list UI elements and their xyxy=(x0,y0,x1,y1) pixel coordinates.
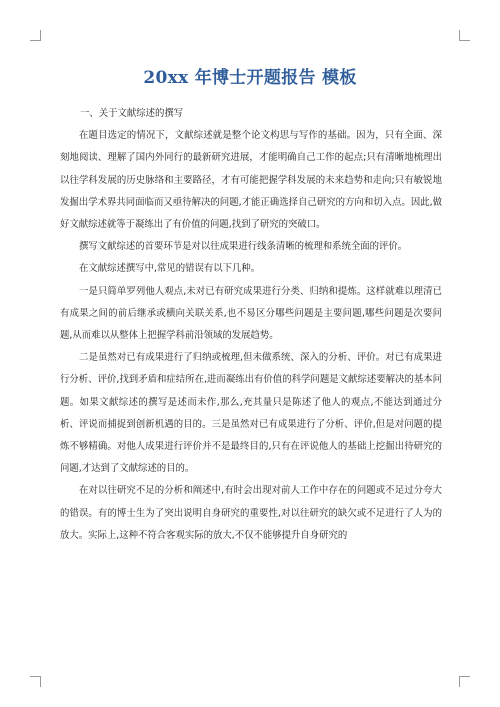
paragraph-6: 在对以往研究不足的分析和阐述中,有时会出现对前人工作中存在的问题或不足过分夸大的错误。有的博士生为了突出说明自身研究的重要性,对以往研究的缺欠或不足进行了人为的放大。实际上,这种不符合客观实际的放大,不仅不能够提升自身研究的 xyxy=(60,485,442,541)
paragraph-1: 在题目选定的情况下，文献综述就是整个论文构思与写作的基础。因为，只有全面、深刻地阅读、理解了国内外同行的最新研究进展，才能明确自己工作的起点;只有清晰地梳理出以往学科发展的历史脉络和主要路径，才有可能把握学科发展的未来趋势和走向;只有敏锐地发掘出学术界共同面临而又亟待解决的问题,才能正确选择自己研究的方向和切入点。因此,做好文献综述就等于凝练出了有价值的问题,找到了研究的突破口。 xyxy=(60,130,442,231)
paragraph-5: 二是虽然对已有成果进行了归纳或梳理,但未做系统、深入的分析、评价。对已有成果进行分析、评价,找到矛盾和症结所在,进而凝练出有价值的科学问题是文献综述要解决的基本问题。如果文献综述的撰写是述而未作,那么,充其量只是陈述了他人的观点,不能达到通过分析、评说而捕捉到创新机遇的目的。三是虽然对已有成果进行了分析、评价,但是对问题的提炼不够精确。对他人成果进行评价并不是最终目的,只有在评说他人的基础上挖掘出待研究的问题,才达到了文献综述的目的。 xyxy=(60,352,442,475)
paragraph-3: 在文献综述撰写中,常见的错误有以下几种。 xyxy=(79,263,261,275)
crop-mark-bottom-left xyxy=(30,676,41,687)
paragraph-2: 撰写文献综述的首要环节是对以往成果进行线条清晰的梳理和系统全面的评价。 xyxy=(79,241,408,253)
crop-mark-top-left xyxy=(30,30,41,41)
document-body xyxy=(60,103,442,547)
document-title: 20xx 年博士开题报告 模板 xyxy=(143,68,357,88)
section-heading: 一、关于文献综述的撰写 xyxy=(80,108,184,119)
crop-mark-bottom-right xyxy=(459,676,470,687)
paragraph-4: 一是只简单罗列他人观点,未对已有研究成果进行分类、归纳和提炼。这样就难以理清已有成果之间的前后继承或横向关联关系,也不易区分哪些问题是主要问题,哪些问题是次要问题,从而难以从整体上把握学科前沿领域的发展趋势。 xyxy=(60,285,442,342)
crop-mark-top-right xyxy=(459,30,470,41)
